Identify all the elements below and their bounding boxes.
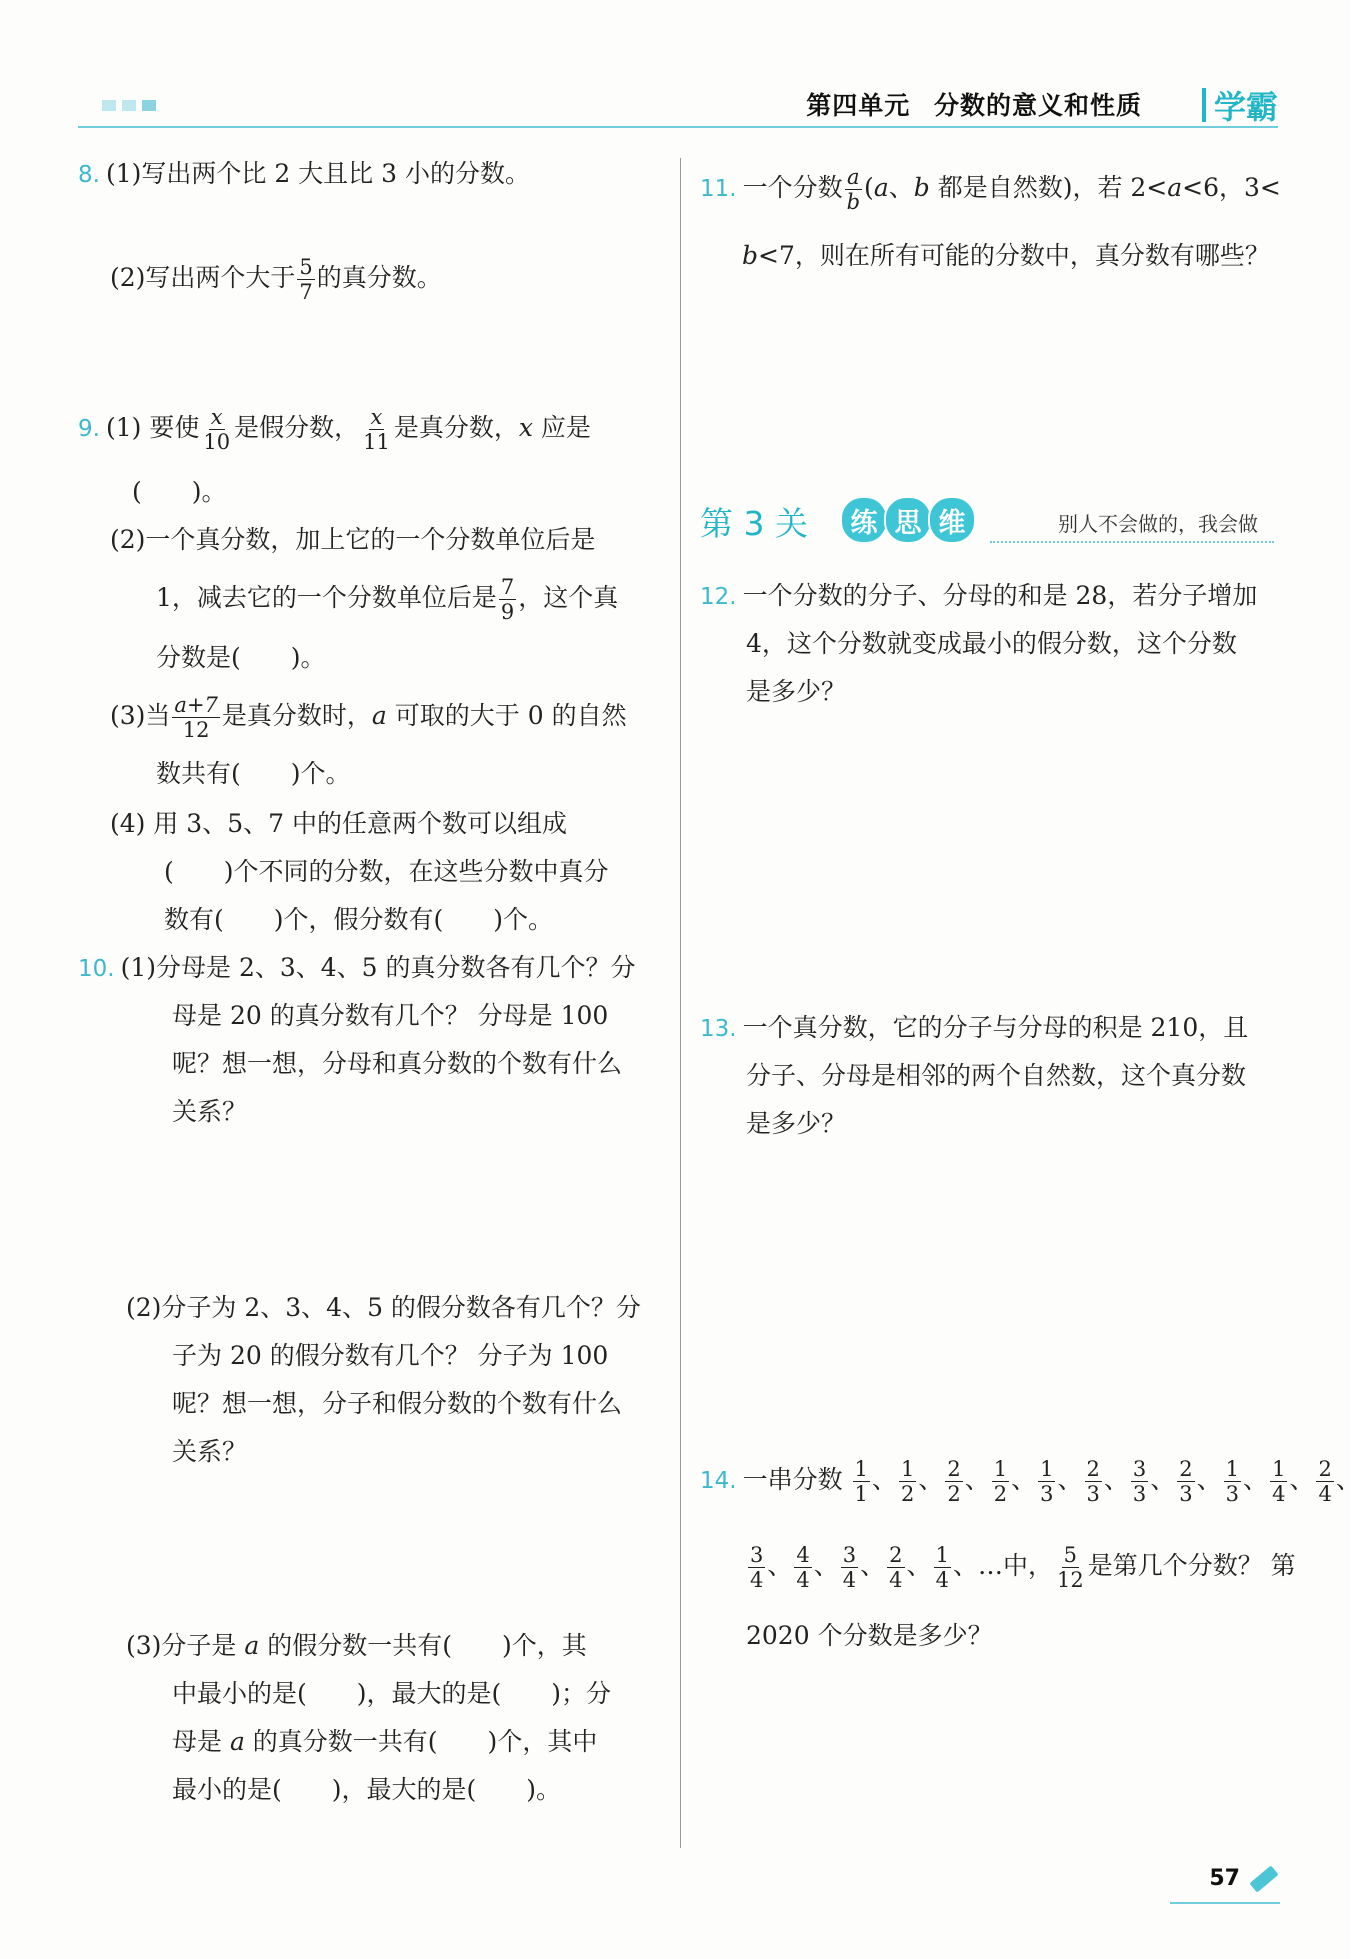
separator: 、 (871, 1465, 897, 1494)
q9-p2-a: (2)一个真分数，加上它的一个分数单位后是 (110, 525, 596, 554)
denominator: 1 (854, 1482, 868, 1506)
numerator: 2 (1318, 1457, 1332, 1481)
denominator: b (846, 190, 861, 214)
q14-intro: 一串分数 (742, 1465, 843, 1494)
q9-part3-line2 (156, 750, 351, 798)
q9-p3-d: 数共有( )个。 (156, 759, 351, 788)
q10-p1-a: (1)分母是 2、3、4、5 的真分数各有几个？分 (120, 953, 636, 982)
topic-label: 分数的意义和性质 (933, 91, 1142, 120)
title-char: 思 (884, 496, 932, 544)
q10-number: 10. (78, 956, 115, 982)
numerator: 3 (750, 1543, 764, 1567)
sequence-fraction (794, 1543, 811, 1592)
separator: 、 (1243, 1465, 1269, 1494)
page-footer (1209, 1866, 1278, 1891)
numerator: a+7 (174, 693, 218, 717)
q10-part3-line3 (172, 1718, 597, 1766)
q9-p2-b: 1，减去它的一个分数单位后是 (156, 583, 497, 612)
numerator: 1 (900, 1457, 915, 1481)
q9-p4-c: 数有( )个，假分数有( )个。 (164, 905, 554, 934)
sequence-fraction (1316, 1457, 1333, 1506)
q11-p2-b: <7，则在所有可能的分数中，真分数有哪些？ (758, 241, 1270, 270)
q14-number: 14. (700, 1468, 737, 1494)
separator: 、 (1196, 1465, 1222, 1494)
denominator: 9 (500, 600, 515, 624)
header-decoration (102, 100, 156, 111)
numerator: 5 (299, 255, 313, 279)
denominator: 4 (935, 1568, 949, 1592)
var-a: a (229, 1727, 245, 1756)
q10-p3-a2: 的假分数一共有( )个，其 (259, 1631, 587, 1660)
var-b: b (742, 241, 759, 270)
q8-number: 8. (78, 162, 100, 188)
separator: 、 (1289, 1465, 1315, 1494)
separator: 、 (1335, 1465, 1361, 1494)
q13-text-1: 一个真分数，它的分子与分母的积是 210，且 (742, 1013, 1249, 1042)
q11-p1-d: <6，3< (1182, 173, 1281, 202)
separator: 、 (964, 1465, 990, 1494)
q10-p3-b: 中最小的是( )，最大的是( )；分 (172, 1679, 612, 1708)
q10-p3-c1: 母是 (172, 1727, 230, 1756)
separator: 、 (1150, 1465, 1176, 1494)
separator: 、 (860, 1551, 886, 1580)
numerator: 1 (854, 1457, 868, 1481)
q9-p1-b: 是假分数， (234, 413, 360, 442)
q11-p1-c: 都是自然数)，若 2< (929, 173, 1168, 202)
var-a: a (873, 173, 889, 202)
q10-part2-line3 (172, 1380, 622, 1428)
brand-text: 学霸 (1213, 88, 1278, 126)
q8-p1-text: (1)写出两个比 2 大且比 3 小的分数。 (105, 159, 530, 188)
footer-rule (1170, 1902, 1280, 1904)
q12-number: 12. (700, 584, 737, 610)
var-x: x (518, 413, 533, 442)
denominator: 2 (993, 1482, 1008, 1506)
separator: 、 (888, 173, 914, 202)
q11-number: 11. (700, 176, 737, 202)
q12-text-3: 是多少？ (746, 677, 847, 706)
q10-part2-line4 (172, 1428, 247, 1476)
sequence-fraction (841, 1543, 858, 1592)
fraction (201, 405, 232, 454)
q11-line1 (700, 164, 1281, 214)
var-a: a (244, 1631, 260, 1660)
denominator: 11 (363, 430, 390, 454)
numerator: 5 (1063, 1543, 1077, 1567)
section3-title (840, 496, 972, 544)
sequence-fraction (1038, 1457, 1055, 1506)
q9-p4-a: (4) 用 3、5、7 中的任意两个数可以组成 (110, 809, 567, 838)
q9-part4-line3 (164, 896, 553, 944)
q9-part4-line1 (110, 800, 567, 848)
q9-p1-a: (1) 要使 (105, 413, 200, 442)
q10-p1-c: 呢？想一想，分母和真分数的个数有什么 (172, 1049, 623, 1078)
q10-part1-line2 (172, 992, 608, 1040)
q10-part2-line1 (126, 1284, 641, 1332)
sequence-fraction (899, 1457, 916, 1506)
denominator: 7 (299, 280, 313, 304)
section3-slogan: 别人不会做的，我会做 (1058, 512, 1258, 536)
header-rule (78, 126, 1278, 128)
denominator: 2 (947, 1482, 961, 1506)
q9-part2-line1 (110, 516, 595, 564)
q8-p2-text-a: (2)写出两个大于 (110, 263, 296, 292)
q14-line1 (700, 1456, 1361, 1506)
denominator: 3 (1086, 1482, 1100, 1506)
q12-line1 (700, 572, 1257, 621)
q10-part3-line4 (172, 1766, 561, 1814)
q9-p2-c: ，这个真 (518, 583, 619, 612)
q10-part1-line4 (172, 1088, 247, 1136)
q9-p3-a: (3)当 (110, 701, 171, 730)
denominator: 4 (889, 1568, 903, 1592)
q10-part3-line1 (126, 1622, 587, 1670)
numerator: x (370, 405, 383, 429)
numerator: 2 (947, 1457, 961, 1481)
var-b: b (913, 173, 930, 202)
q10-p3-d: 最小的是( )，最大的是( )。 (172, 1775, 562, 1804)
section3-banner (700, 496, 1280, 546)
q8-part1 (78, 150, 530, 199)
sequence-fraction (934, 1543, 951, 1592)
q8-part2 (110, 254, 442, 304)
separator: 、 (906, 1551, 932, 1580)
q9-part4-line2 (164, 848, 609, 896)
numerator: 1 (1272, 1457, 1286, 1481)
q11-p1-b: ( (864, 173, 874, 202)
denominator: 12 (182, 718, 210, 742)
q12-line2 (746, 620, 1237, 668)
section3-label: 第 3 关 (700, 504, 808, 543)
q11-line2 (742, 232, 1270, 280)
fraction (297, 255, 314, 304)
fraction (845, 165, 862, 214)
q9-p1-d: 应是 (532, 413, 591, 442)
separator: 、 (767, 1551, 793, 1580)
denominator: 12 (1056, 1568, 1084, 1592)
sequence-fraction (945, 1457, 962, 1506)
sequence-fraction (748, 1543, 765, 1592)
separator: 、 (1103, 1465, 1129, 1494)
numerator: 2 (1086, 1457, 1100, 1481)
q9-p2-d: 分数是( )。 (156, 643, 326, 672)
q14-line2 (746, 1542, 1296, 1592)
q10-p2-c: 呢？想一想，分子和假分数的个数有什么 (172, 1389, 623, 1418)
q9-part1-line2 (132, 468, 227, 516)
q13-line2 (746, 1052, 1246, 1100)
denominator: 4 (1318, 1482, 1332, 1506)
denominator: 4 (842, 1568, 857, 1592)
denominator: 4 (1272, 1482, 1286, 1506)
q9-p1-e: ( )。 (132, 477, 227, 506)
denominator: 3 (1179, 1482, 1193, 1506)
q9-p4-b: ( )个不同的分数，在这些分数中真分 (164, 857, 609, 886)
numerator: 3 (842, 1543, 857, 1567)
separator: 、 (1011, 1465, 1037, 1494)
q13-line1 (700, 1004, 1248, 1053)
q8-p2-text-b: 的真分数。 (316, 263, 442, 292)
q10-p1-d: 关系？ (172, 1097, 248, 1126)
denominator: 10 (203, 430, 231, 454)
q9-p1-c: 是真分数， (393, 413, 519, 442)
denominator: 2 (900, 1482, 915, 1506)
q9-p3-c: 可取的大于 0 的自然 (386, 701, 627, 730)
q11-p1-a: 一个分数 (742, 173, 843, 202)
sequence-fraction (1085, 1457, 1102, 1506)
numerator: 1 (1040, 1457, 1054, 1481)
q13-line3 (746, 1100, 846, 1148)
denominator: 4 (750, 1568, 764, 1592)
page-header (78, 80, 1278, 130)
denominator: 3 (1040, 1482, 1054, 1506)
numerator: 1 (993, 1457, 1008, 1481)
q14-text-3: 2020 个分数是多少？ (746, 1621, 993, 1650)
q14-mid: 、…中， (952, 1551, 1053, 1580)
dotted-rule (990, 541, 1274, 543)
denominator: 3 (1132, 1482, 1147, 1506)
numerator: x (210, 405, 223, 429)
numerator: 2 (1179, 1457, 1193, 1481)
unit-label: 第四单元 (806, 91, 911, 120)
q10-part1-line3 (172, 1040, 622, 1088)
sequence-fraction (1131, 1457, 1148, 1506)
numerator: 2 (889, 1543, 903, 1567)
q10-p2-b: 子为 20 的假分数有几个？ 分子为 100 (172, 1341, 609, 1370)
q10-p1-b: 母是 20 的真分数有几个？ 分母是 100 (172, 1001, 609, 1030)
q12-text-2: 4，这个分数就变成最小的假分数，这个分数 (746, 629, 1237, 658)
numerator: 1 (1225, 1457, 1240, 1481)
separator: 、 (813, 1551, 839, 1580)
separator: 、 (918, 1465, 944, 1494)
q10-p3-c2: 的真分数一共有( )个，其中 (244, 1727, 598, 1756)
denominator: 4 (796, 1568, 810, 1592)
numerator: 4 (796, 1543, 810, 1567)
sequence-fraction (887, 1543, 904, 1592)
sequence-fraction (1270, 1457, 1287, 1506)
q9-part2-line2 (156, 574, 618, 624)
q9-number: 9. (78, 416, 100, 442)
q12-text-1: 一个分数的分子、分母的和是 28，若分子增加 (742, 581, 1258, 610)
q13-text-3: 是多少？ (746, 1109, 847, 1138)
fraction (172, 693, 219, 742)
q14-line3 (746, 1612, 993, 1660)
q13-text-2: 分子、分母是相邻的两个自然数，这个真分数 (746, 1061, 1247, 1090)
brand-logo (1202, 82, 1278, 128)
fraction (499, 575, 516, 624)
q10-part1-line1 (78, 944, 636, 993)
q14-tail: 是第几个分数？ 第 (1087, 1551, 1296, 1580)
numerator: 7 (500, 575, 515, 599)
q10-p2-a: (2)分子为 2、3、4、5 的假分数各有几个？分 (126, 1293, 641, 1322)
sequence-fraction (992, 1457, 1009, 1506)
page-number: 57 (1209, 1866, 1240, 1891)
numerator: 1 (935, 1543, 949, 1567)
column-divider (680, 158, 681, 1848)
q9-part1-line1 (78, 404, 591, 454)
separator: 、 (1057, 1465, 1083, 1494)
title-char: 维 (928, 496, 976, 544)
q9-part2-line3 (156, 634, 326, 682)
sequence-fraction (853, 1457, 870, 1506)
fraction (361, 405, 392, 454)
target-fraction (1055, 1543, 1086, 1592)
header-title (806, 86, 1142, 122)
q10-p2-d: 关系？ (172, 1437, 248, 1466)
var-a: a (371, 701, 387, 730)
denominator: 3 (1225, 1482, 1240, 1506)
q10-part3-line2 (172, 1670, 611, 1718)
sequence-fraction (1224, 1457, 1241, 1506)
pencil-icon (1249, 1865, 1278, 1892)
numerator: 3 (1132, 1457, 1147, 1481)
brand-bar (1202, 88, 1206, 122)
title-char: 练 (840, 496, 888, 544)
q10-p3-a1: (3)分子是 (126, 1631, 245, 1660)
q13-number: 13. (700, 1016, 737, 1042)
q9-part3-line1 (110, 692, 627, 742)
q9-p3-b: 是真分数时， (221, 701, 372, 730)
q10-part2-line2 (172, 1332, 608, 1380)
q12-line3 (746, 668, 846, 716)
var-a: a (1167, 173, 1183, 202)
sequence-fraction (1177, 1457, 1194, 1506)
numerator: a (847, 165, 860, 189)
